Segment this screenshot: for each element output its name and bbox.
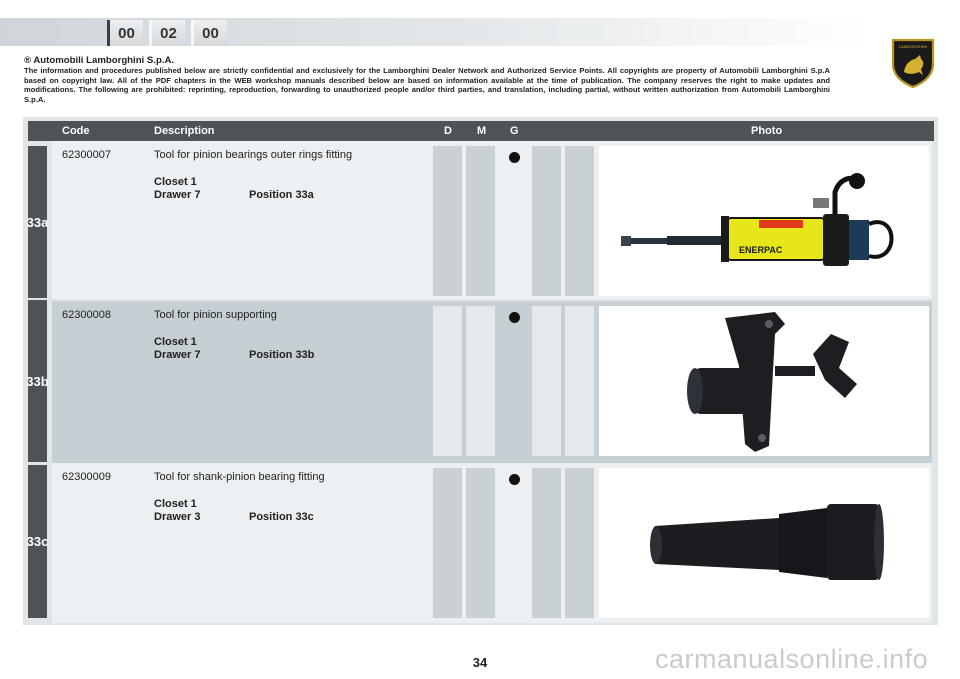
page-tabs [107,20,227,46]
section-label-33c: 33c [28,465,47,618]
drawer-label: Drawer 7 [154,349,201,361]
col-photo: Photo [751,125,783,137]
table-row [52,301,932,463]
cell-extra [565,306,594,456]
cell-g [532,146,561,296]
cell-d [433,306,462,456]
page-tab-3: 00 [191,20,227,46]
tool-description: Tool for pinion supporting [154,309,277,321]
col-code: Code [62,125,90,137]
closet-label: Closet 1 [154,176,197,188]
closet-label: Closet 1 [154,336,197,348]
col-m: M [477,125,487,137]
cell-extra [565,146,594,296]
pinion-support-tool-icon [687,312,857,452]
stepped-sleeve-tool-icon [650,504,884,580]
marker-dot [509,312,520,323]
cell-d [433,146,462,296]
cell-m [466,468,495,618]
cell-m [466,146,495,296]
closet-label: Closet 1 [154,498,197,510]
section-label-33b: 33b [28,300,47,462]
tool-code: 62300009 [62,471,111,483]
position-label: Position 33c [249,511,314,523]
legal-notice [24,56,830,104]
tool-photo [599,146,929,296]
tool-photo [599,306,929,456]
section-label-33a: 33a [28,146,47,298]
cell-m [466,306,495,456]
enerpac-label: ENERPAC [739,245,783,255]
col-g: G [510,125,519,137]
tool-photo [599,468,929,618]
cell-d [433,468,462,618]
position-label: Position 33b [249,349,315,361]
page-tab-2: 02 [149,20,185,46]
position-label: Position 33a [249,189,314,201]
marker-dot [509,474,520,485]
tool-code: 62300008 [62,309,111,321]
legal-text: The information and procedures published below are strictly confidential and exclusively for the Lamborghini Dealer Network and Authorized Service Points. All copyrights are property of Automobili Lamborghini S.p.A based on copyright law. All of the PDF chapters in the WEB workshop manuals described below are based on information available at the time of publication. The company reserves the right to make updates and modifications. The following are prohibited: reprinting, reproduction, forwarding to unauthorized people and/or third parties, and translation, including partial, without written authorization from Automobili Lamborghini S.p.A. [24,66,830,104]
marker-dot [509,152,520,163]
col-d: D [444,125,452,137]
hydraulic-cylinder-icon [621,173,892,266]
col-description: Description [154,125,215,137]
tool-description: Tool for pinion bearings outer rings fitting [154,149,353,161]
table-row [52,463,932,623]
drawer-label: Drawer 7 [154,189,201,201]
tool-code: 62300007 [62,149,111,161]
logo-wordmark: LAMBORGHINI [898,44,928,49]
drawer-label: Drawer 3 [154,511,201,523]
lamborghini-logo [890,38,936,88]
cell-g [532,306,561,456]
tool-description: Tool for shank-pinion bearing fitting [154,471,325,483]
table-row [52,141,932,299]
table-header [28,121,934,141]
page-tab-1: 00 [107,20,143,46]
cell-extra [565,468,594,618]
copyright-title: ® Automobili Lamborghini S.p.A. [24,55,175,66]
page-number: 34 [472,655,488,670]
cell-g [532,468,561,618]
watermark: carmanualsonline.info [655,644,929,674]
